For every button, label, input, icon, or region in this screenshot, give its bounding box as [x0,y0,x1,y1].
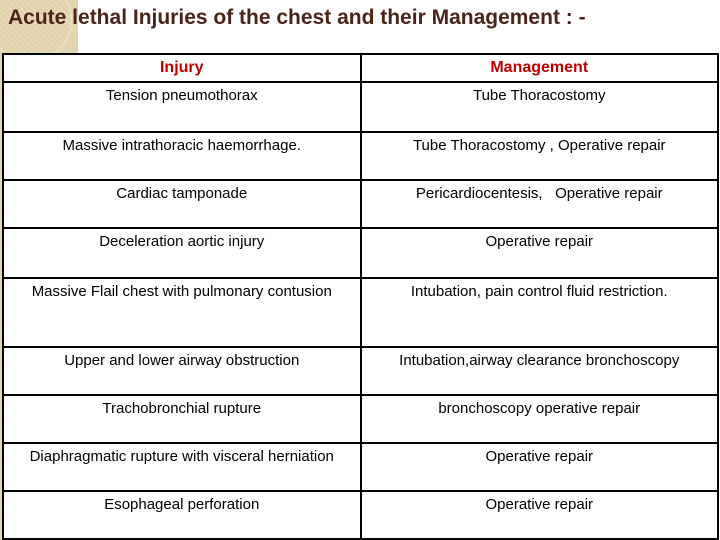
cell-management: Operative repair [361,443,719,491]
table-row [3,491,718,539]
cell-injury: Upper and lower airway obstruction [3,347,361,395]
cell-management: Tube Thoracostomy , Operative repair [361,132,719,180]
header-management: Management [361,54,719,82]
cell-management: Intubation,airway clearance bronchoscopy [361,347,719,395]
cell-injury: Cardiac tamponade [3,180,361,228]
table-row [3,82,718,132]
cell-injury: Trachobronchial rupture [3,395,361,443]
cell-management: Operative repair [361,228,719,278]
table-row [3,395,718,443]
cell-management: bronchoscopy operative repair [361,395,719,443]
cell-injury: Diaphragmatic rupture with visceral herniation [3,443,361,491]
cell-injury: Massive intrathoracic haemorrhage. [3,132,361,180]
page-title: Acute lethal Injuries of the chest and their Management : - [8,6,586,29]
header-injury: Injury [3,54,361,82]
injury-table [2,53,719,540]
cell-management: Tube Thoracostomy [361,82,719,132]
cell-injury: Esophageal perforation [3,491,361,539]
cell-management: Pericardiocentesis, Operative repair [361,180,719,228]
table-header [3,54,718,82]
table-row [3,228,718,278]
table-row [3,443,718,491]
cell-injury: Deceleration aortic injury [3,228,361,278]
table-row [3,347,718,395]
table-row [3,180,718,228]
cell-management: Operative repair [361,491,719,539]
cell-injury: Tension pneumothorax [3,82,361,132]
cell-management: Intubation, pain control fluid restriction. [361,278,719,347]
table-row [3,278,718,347]
table-row [3,132,718,180]
cell-injury: Massive Flail chest with pulmonary contusion [3,278,361,347]
